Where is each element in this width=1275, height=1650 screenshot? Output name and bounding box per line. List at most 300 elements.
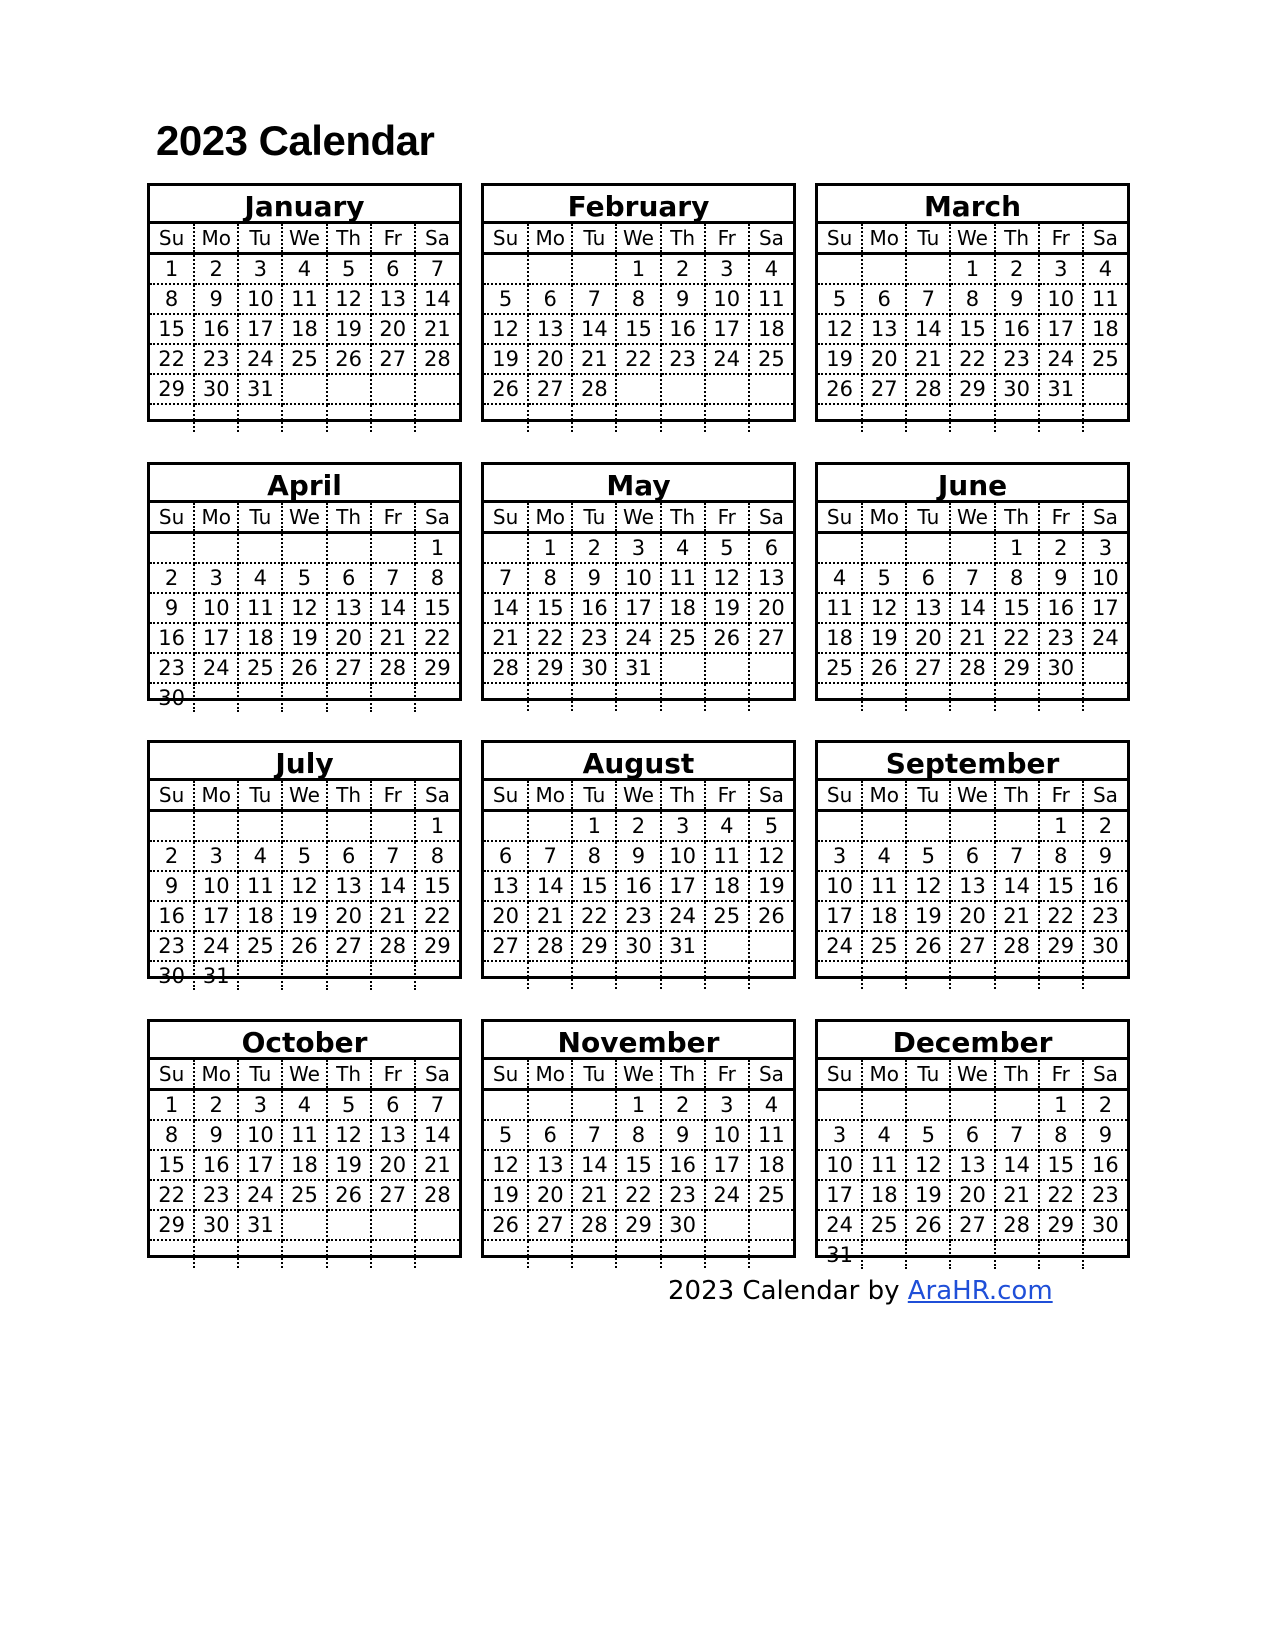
day-cell: 28 — [528, 931, 572, 961]
day-cell: 23 — [1039, 623, 1083, 653]
day-cell: 30 — [1083, 931, 1127, 961]
day-cell: 19 — [282, 623, 326, 653]
day-cell — [906, 1090, 950, 1121]
day-cell — [995, 404, 1039, 432]
day-cell: 7 — [528, 841, 572, 871]
weekday-label: We — [282, 224, 326, 254]
day-cell — [862, 1090, 906, 1121]
day-cell: 2 — [1039, 533, 1083, 564]
weekday-label: Th — [995, 224, 1039, 254]
day-cell — [484, 683, 528, 711]
day-cell — [705, 1210, 749, 1240]
day-cell — [1039, 1240, 1083, 1269]
day-cell: 8 — [150, 284, 194, 314]
day-cell: 10 — [818, 1150, 862, 1180]
day-cell: 29 — [1039, 1210, 1083, 1240]
month-october — [147, 1019, 462, 1258]
day-cell: 21 — [572, 1180, 616, 1210]
weekday-label: Fr — [1039, 224, 1083, 254]
day-cell — [528, 1090, 572, 1121]
day-cell — [749, 1240, 793, 1268]
day-cell: 16 — [1083, 1150, 1127, 1180]
day-cell: 24 — [238, 344, 282, 374]
day-cell: 23 — [572, 623, 616, 653]
day-cell — [327, 1240, 371, 1268]
day-cell: 12 — [484, 314, 528, 344]
day-cell: 2 — [661, 254, 705, 285]
weekday-label: Fr — [371, 781, 415, 811]
weekday-label: Su — [150, 1060, 194, 1090]
day-cell: 8 — [616, 1120, 660, 1150]
day-cell: 27 — [484, 931, 528, 961]
weekday-label: Tu — [238, 224, 282, 254]
month-table — [818, 781, 1127, 989]
weekday-header-row — [484, 503, 793, 533]
day-cell: 15 — [1039, 871, 1083, 901]
day-cell — [616, 404, 660, 432]
day-cell: 5 — [484, 1120, 528, 1150]
day-cell — [572, 254, 616, 285]
day-cell: 11 — [238, 871, 282, 901]
weekday-label: We — [616, 1060, 660, 1090]
day-cell: 22 — [950, 344, 994, 374]
day-cell: 27 — [862, 374, 906, 404]
day-cell: 31 — [1039, 374, 1083, 404]
weekday-label: We — [950, 1060, 994, 1090]
day-cell: 3 — [1039, 254, 1083, 285]
day-cell: 14 — [572, 1150, 616, 1180]
weekday-label: Mo — [194, 781, 238, 811]
weekday-label: Tu — [238, 1060, 282, 1090]
month-august — [481, 740, 796, 979]
day-cell — [906, 683, 950, 711]
week-row — [150, 1120, 459, 1150]
day-cell: 26 — [282, 653, 326, 683]
day-cell: 1 — [950, 254, 994, 285]
day-cell: 6 — [327, 563, 371, 593]
weekday-label: Tu — [906, 224, 950, 254]
weekday-label: Mo — [528, 1060, 572, 1090]
day-cell: 8 — [415, 563, 459, 593]
day-cell — [818, 404, 862, 432]
day-cell: 20 — [950, 1180, 994, 1210]
day-cell: 18 — [749, 314, 793, 344]
day-cell — [661, 404, 705, 432]
day-cell: 19 — [327, 1150, 371, 1180]
day-cell: 14 — [906, 314, 950, 344]
day-cell — [862, 961, 906, 989]
month-name: February — [484, 186, 793, 224]
day-cell: 24 — [705, 344, 749, 374]
day-cell — [749, 1210, 793, 1240]
day-cell: 27 — [327, 653, 371, 683]
week-row — [150, 1090, 459, 1121]
week-row — [150, 623, 459, 653]
day-cell: 3 — [818, 1120, 862, 1150]
day-cell: 22 — [528, 623, 572, 653]
week-row — [818, 314, 1127, 344]
day-cell: 10 — [194, 593, 238, 623]
week-row — [150, 1240, 459, 1268]
day-cell: 19 — [862, 623, 906, 653]
day-cell: 11 — [862, 871, 906, 901]
day-cell: 8 — [1039, 1120, 1083, 1150]
day-cell — [238, 683, 282, 712]
week-row — [484, 1090, 793, 1121]
day-cell — [906, 961, 950, 989]
day-cell: 7 — [572, 1120, 616, 1150]
day-cell: 27 — [950, 931, 994, 961]
weekday-label: Tu — [572, 224, 616, 254]
week-row — [150, 1180, 459, 1210]
weekday-label: Mo — [194, 503, 238, 533]
day-cell: 11 — [238, 593, 282, 623]
day-cell: 17 — [238, 1150, 282, 1180]
day-cell: 4 — [238, 563, 282, 593]
weekday-label: Th — [327, 503, 371, 533]
weekday-header-row — [150, 503, 459, 533]
week-row — [818, 1180, 1127, 1210]
day-cell — [327, 1210, 371, 1240]
day-cell: 23 — [616, 901, 660, 931]
day-cell: 7 — [995, 841, 1039, 871]
day-cell: 9 — [1083, 841, 1127, 871]
day-cell — [862, 254, 906, 285]
day-cell: 3 — [818, 841, 862, 871]
month-table — [150, 1060, 459, 1268]
day-cell: 15 — [415, 871, 459, 901]
day-cell: 4 — [749, 1090, 793, 1121]
day-cell: 19 — [484, 1180, 528, 1210]
day-cell — [282, 404, 326, 432]
day-cell: 8 — [995, 563, 1039, 593]
day-cell: 19 — [484, 344, 528, 374]
day-cell — [282, 374, 326, 404]
week-row — [150, 811, 459, 842]
weekday-label: We — [282, 781, 326, 811]
day-cell: 14 — [995, 871, 1039, 901]
day-cell: 14 — [950, 593, 994, 623]
month-table — [150, 224, 459, 432]
day-cell: 2 — [150, 841, 194, 871]
day-cell: 24 — [194, 931, 238, 961]
day-cell — [371, 683, 415, 712]
day-cell — [818, 533, 862, 564]
day-cell: 8 — [616, 284, 660, 314]
week-row — [150, 314, 459, 344]
day-cell: 26 — [327, 1180, 371, 1210]
week-row — [818, 961, 1127, 989]
day-cell: 5 — [282, 841, 326, 871]
day-cell: 14 — [572, 314, 616, 344]
day-cell: 2 — [661, 1090, 705, 1121]
weekday-label: Fr — [705, 1060, 749, 1090]
weekday-header-row — [150, 224, 459, 254]
day-cell: 28 — [995, 1210, 1039, 1240]
weekday-label: Th — [661, 781, 705, 811]
weekday-label: Th — [995, 503, 1039, 533]
day-cell — [950, 1090, 994, 1121]
weekday-label: Fr — [1039, 1060, 1083, 1090]
day-cell: 13 — [327, 593, 371, 623]
weekday-label: Th — [995, 781, 1039, 811]
day-cell: 7 — [415, 254, 459, 285]
weekday-label: Mo — [194, 1060, 238, 1090]
day-cell: 9 — [194, 1120, 238, 1150]
week-row — [484, 653, 793, 683]
day-cell — [238, 1240, 282, 1268]
day-cell: 29 — [150, 374, 194, 404]
month-december — [815, 1019, 1130, 1267]
day-cell: 28 — [415, 1180, 459, 1210]
day-cell: 7 — [572, 284, 616, 314]
day-cell: 18 — [282, 1150, 326, 1180]
weekday-label: We — [950, 781, 994, 811]
day-cell: 3 — [1083, 533, 1127, 564]
day-cell: 23 — [661, 1180, 705, 1210]
week-row — [818, 563, 1127, 593]
day-cell: 10 — [818, 871, 862, 901]
weekday-label: We — [282, 1060, 326, 1090]
day-cell: 13 — [371, 284, 415, 314]
day-cell: 13 — [327, 871, 371, 901]
day-cell: 3 — [194, 563, 238, 593]
weekday-header-row — [484, 1060, 793, 1090]
day-cell: 23 — [1083, 901, 1127, 931]
week-row — [484, 811, 793, 842]
day-cell: 16 — [616, 871, 660, 901]
weekday-label: Tu — [572, 781, 616, 811]
weekday-label: We — [282, 503, 326, 533]
week-row — [484, 314, 793, 344]
day-cell: 7 — [415, 1090, 459, 1121]
day-cell — [415, 1210, 459, 1240]
month-name: September — [818, 743, 1127, 781]
month-name: August — [484, 743, 793, 781]
weekday-label: Th — [661, 224, 705, 254]
day-cell: 6 — [862, 284, 906, 314]
day-cell: 8 — [572, 841, 616, 871]
week-row — [484, 961, 793, 989]
week-row — [150, 563, 459, 593]
day-cell: 8 — [150, 1120, 194, 1150]
day-cell — [862, 683, 906, 711]
day-cell: 16 — [150, 623, 194, 653]
day-cell: 21 — [906, 344, 950, 374]
weekday-label: We — [950, 503, 994, 533]
weekday-label: We — [616, 781, 660, 811]
day-cell: 25 — [862, 931, 906, 961]
day-cell: 5 — [282, 563, 326, 593]
week-row — [150, 1210, 459, 1240]
weekday-label: Th — [661, 503, 705, 533]
day-cell: 22 — [415, 901, 459, 931]
day-cell: 21 — [415, 314, 459, 344]
day-cell: 31 — [238, 1210, 282, 1240]
week-row — [818, 683, 1127, 711]
week-row — [818, 1120, 1127, 1150]
day-cell: 25 — [818, 653, 862, 683]
day-cell — [371, 404, 415, 432]
day-cell: 13 — [528, 314, 572, 344]
day-cell — [415, 683, 459, 712]
day-cell: 13 — [950, 871, 994, 901]
week-row — [150, 901, 459, 931]
day-cell — [661, 653, 705, 683]
week-row — [818, 931, 1127, 961]
day-cell: 22 — [572, 901, 616, 931]
day-cell — [862, 1240, 906, 1269]
month-name: October — [150, 1022, 459, 1060]
day-cell — [1039, 683, 1083, 711]
day-cell — [1083, 961, 1127, 989]
week-row — [484, 623, 793, 653]
day-cell — [528, 404, 572, 432]
week-row — [150, 533, 459, 564]
day-cell — [818, 811, 862, 842]
day-cell: 28 — [572, 374, 616, 404]
day-cell: 29 — [415, 653, 459, 683]
day-cell — [661, 374, 705, 404]
day-cell: 11 — [661, 563, 705, 593]
day-cell: 10 — [1083, 563, 1127, 593]
day-cell — [950, 533, 994, 564]
weekday-label: Th — [661, 1060, 705, 1090]
day-cell — [327, 374, 371, 404]
month-table — [818, 503, 1127, 711]
weekday-label: Fr — [371, 224, 415, 254]
day-cell: 21 — [995, 1180, 1039, 1210]
week-row — [818, 404, 1127, 432]
weekday-label: Mo — [862, 503, 906, 533]
weekday-label: We — [950, 224, 994, 254]
day-cell: 21 — [950, 623, 994, 653]
week-row — [484, 683, 793, 711]
day-cell: 16 — [150, 901, 194, 931]
day-cell: 28 — [906, 374, 950, 404]
day-cell — [616, 683, 660, 711]
day-cell — [906, 533, 950, 564]
day-cell: 19 — [705, 593, 749, 623]
weekday-label: Su — [484, 781, 528, 811]
day-cell: 10 — [705, 1120, 749, 1150]
weekday-label: Fr — [705, 224, 749, 254]
weekday-header-row — [150, 1060, 459, 1090]
month-name: June — [818, 465, 1127, 503]
footer — [668, 1276, 1053, 1306]
day-cell: 27 — [528, 1210, 572, 1240]
month-name: April — [150, 465, 459, 503]
week-row — [484, 931, 793, 961]
day-cell: 13 — [749, 563, 793, 593]
day-cell: 15 — [616, 1150, 660, 1180]
day-cell — [150, 533, 194, 564]
day-cell: 21 — [995, 901, 1039, 931]
day-cell: 1 — [415, 811, 459, 842]
day-cell: 27 — [327, 931, 371, 961]
day-cell — [1083, 653, 1127, 683]
day-cell: 10 — [1039, 284, 1083, 314]
month-july — [147, 740, 462, 988]
day-cell: 23 — [1083, 1180, 1127, 1210]
weekday-label: Sa — [415, 1060, 459, 1090]
day-cell: 19 — [906, 901, 950, 931]
day-cell: 9 — [995, 284, 1039, 314]
day-cell: 23 — [661, 344, 705, 374]
week-row — [818, 1150, 1127, 1180]
day-cell: 1 — [415, 533, 459, 564]
day-cell — [950, 404, 994, 432]
day-cell: 29 — [415, 931, 459, 961]
day-cell: 14 — [371, 593, 415, 623]
day-cell: 13 — [371, 1120, 415, 1150]
month-name: January — [150, 186, 459, 224]
week-row — [484, 254, 793, 285]
day-cell: 23 — [995, 344, 1039, 374]
day-cell — [282, 811, 326, 842]
day-cell — [327, 683, 371, 712]
day-cell: 10 — [238, 1120, 282, 1150]
arahr-link[interactable]: AraHR.com — [907, 1276, 1053, 1306]
day-cell: 15 — [1039, 1150, 1083, 1180]
week-row — [150, 284, 459, 314]
weekday-label: Sa — [1083, 781, 1127, 811]
weekday-label: Su — [150, 781, 194, 811]
day-cell — [1083, 1240, 1127, 1269]
week-row — [150, 683, 459, 712]
day-cell: 8 — [528, 563, 572, 593]
day-cell — [572, 404, 616, 432]
day-cell: 9 — [150, 593, 194, 623]
day-cell: 25 — [749, 1180, 793, 1210]
day-cell: 1 — [528, 533, 572, 564]
day-cell — [906, 1240, 950, 1269]
weekday-label: Su — [484, 224, 528, 254]
week-row — [484, 1240, 793, 1268]
month-september — [815, 740, 1130, 979]
day-cell — [818, 1090, 862, 1121]
day-cell: 3 — [238, 1090, 282, 1121]
month-april — [147, 462, 462, 710]
day-cell: 23 — [150, 931, 194, 961]
week-row — [818, 901, 1127, 931]
day-cell: 17 — [705, 1150, 749, 1180]
weekday-label: Mo — [194, 224, 238, 254]
day-cell — [950, 961, 994, 989]
day-cell: 29 — [1039, 931, 1083, 961]
day-cell: 8 — [1039, 841, 1083, 871]
weekday-label: Sa — [749, 224, 793, 254]
day-cell: 21 — [484, 623, 528, 653]
day-cell: 23 — [194, 1180, 238, 1210]
day-cell — [194, 811, 238, 842]
day-cell: 2 — [1083, 811, 1127, 842]
month-name: December — [818, 1022, 1127, 1060]
day-cell — [616, 1240, 660, 1268]
day-cell: 3 — [194, 841, 238, 871]
day-cell: 28 — [484, 653, 528, 683]
weekday-label: Tu — [238, 503, 282, 533]
day-cell — [661, 1240, 705, 1268]
day-cell: 20 — [906, 623, 950, 653]
day-cell: 16 — [194, 314, 238, 344]
day-cell: 15 — [150, 1150, 194, 1180]
week-row — [484, 593, 793, 623]
day-cell — [415, 1240, 459, 1268]
day-cell: 18 — [862, 1180, 906, 1210]
day-cell: 27 — [371, 1180, 415, 1210]
day-cell: 9 — [572, 563, 616, 593]
